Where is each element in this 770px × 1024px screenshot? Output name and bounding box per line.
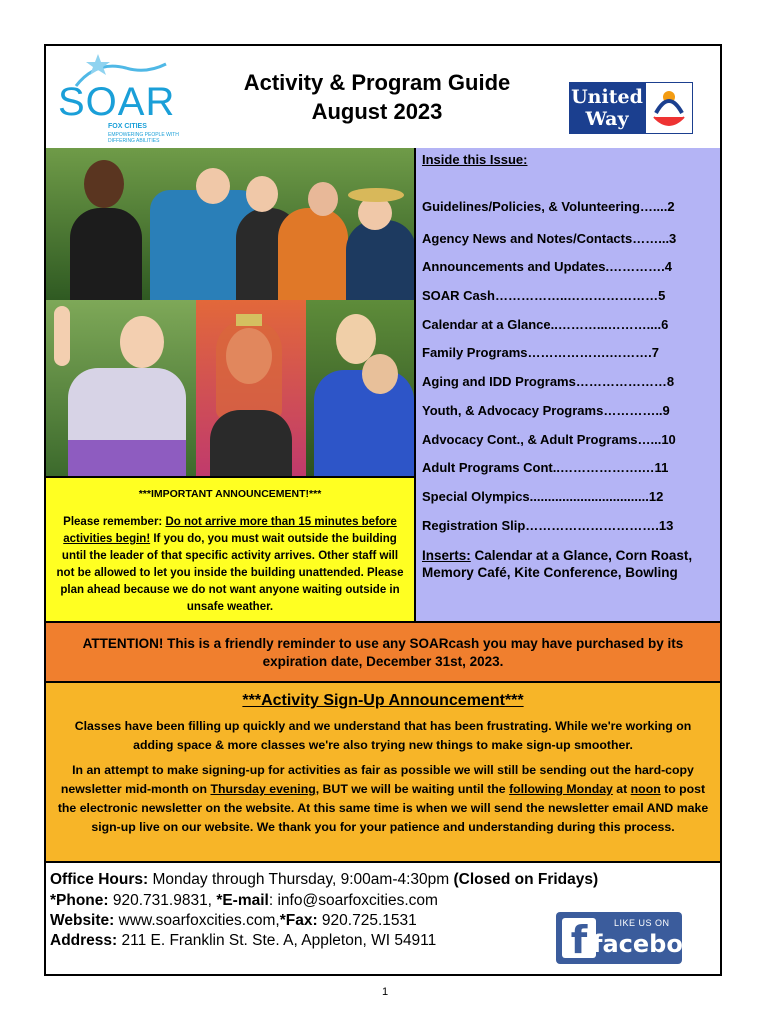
toc-item: Youth, & Advocacy Programs…………..9 [422, 403, 670, 418]
email-address[interactable]: : info@soarfoxcities.com [268, 892, 438, 909]
photo-crowned-person [196, 300, 306, 476]
title-line-1: Activity & Program Guide [243, 70, 511, 95]
group-photo [46, 148, 414, 300]
office-hours: Office Hours: Monday through Thursday, 9:00am-4:30pm (Closed on Fridays) [50, 871, 599, 888]
toc-item: Calendar at a Glance..………...………....6 [422, 317, 669, 332]
fax-number: 920.725.1531 [317, 912, 417, 929]
facebook-like-text: LIKE US ON [614, 918, 670, 928]
toc-heading: Inside this Issue: [422, 152, 528, 167]
important-announcement [46, 476, 414, 621]
page-number: 1 [381, 986, 389, 998]
inserts-text: Calendar at a Glance, Corn Roast, Memory Café, Kite Conference, Bowling [422, 548, 693, 580]
page-title [200, 68, 554, 126]
inserts-label: Inserts: [422, 548, 471, 563]
attention-banner [46, 621, 720, 681]
soar-wordmark: SOAR [58, 80, 176, 124]
signup-paragraph-2: In an attempt to make signing-up for activities as fair as possible we will still be sending out the hard-copy newsletter mid-month on Thursday evening, BUT we will be waiting until the following Monday at noon to post the electronic newsletter on the website. At this same time is when we will send the newsletter email AND make sign-up live on our website. We thank you for your patience and understanding during this process. [57, 763, 709, 834]
phone-number: 920.731.9831, [108, 892, 217, 909]
photo-collage [46, 148, 414, 476]
important-body: Please remember: Do not arrive more than 15 minutes before activities begin! If you do, you must wait outside the building until the leader of that specific activity arrives. Other staff will not be allowed to let you inside the building unattended. Please plan ahead because we do not want anyone waiting outside in unsafe weather. [56, 516, 404, 613]
contact-phone-email: *Phone: 920.731.9831, *E-mail: info@soarfoxcities.com [50, 892, 438, 909]
toc-item: Agency News and Notes/Contacts……...3 [422, 231, 677, 246]
soar-tagline: EMPOWERING PEOPLE WITH DIFFERING ABILITIES [108, 132, 179, 144]
soar-logo [56, 52, 186, 144]
toc-item: Advocacy Cont., & Adult Programs…...10 [422, 432, 676, 447]
toc-item: Guidelines/Policies, & Volunteering…....2 [422, 199, 675, 214]
attention-text: ATTENTION! This is a friendly reminder to use any SOARcash you may have purchased by its expiration date, December 31st, 2023. [82, 636, 684, 669]
united-way-logo [569, 82, 693, 134]
facebook-badge[interactable] [556, 912, 716, 964]
united-way-hand-icon [645, 82, 693, 134]
important-title: ***IMPORTANT ANNOUNCEMENT!*** [138, 488, 322, 500]
facebook-icon: f [562, 918, 596, 958]
facebook-wordmark: facebook [592, 930, 716, 958]
photo-two-people-hugging [306, 300, 414, 476]
contact-address: Address: 211 E. Franklin St. Ste. A, Appleton, WI 54911 [50, 932, 437, 949]
title-line-2: August 2023 [311, 99, 443, 124]
united-way-wordmark: United Way [569, 82, 645, 134]
toc-item: Special Olympics.................................12 [422, 489, 664, 504]
signup-announcement [46, 681, 720, 863]
toc-inserts [422, 547, 712, 581]
soar-subtitle: FOX CITIES [108, 123, 147, 130]
photo-woman-waving [46, 300, 196, 476]
signup-title: ***Activity Sign-Up Announcement*** [242, 692, 524, 709]
toc-item: Announcements and Updates.………….4 [422, 259, 672, 274]
website-link[interactable]: www.soarfoxcities.com, [114, 912, 280, 929]
signup-paragraph-1: Classes have been filling up quickly and we understand that has been frustrating. While we're working on adding space & more classes we're also trying new things to make sign-up smoother. [74, 719, 692, 752]
toc-item: Family Programs……………….……….7 [422, 345, 659, 360]
toc-item: Adult Programs Cont..……………….…11 [422, 460, 669, 475]
toc-item: SOAR Cash……………..…………………5 [422, 288, 666, 303]
contact-website-fax: Website: www.soarfoxcities.com,*Fax: 920.725.1531 [50, 912, 417, 929]
table-of-contents [414, 148, 720, 621]
toc-item: Aging and IDD Programs…………………8 [422, 374, 675, 389]
toc-item: Registration Slip………………………….13 [422, 518, 674, 533]
